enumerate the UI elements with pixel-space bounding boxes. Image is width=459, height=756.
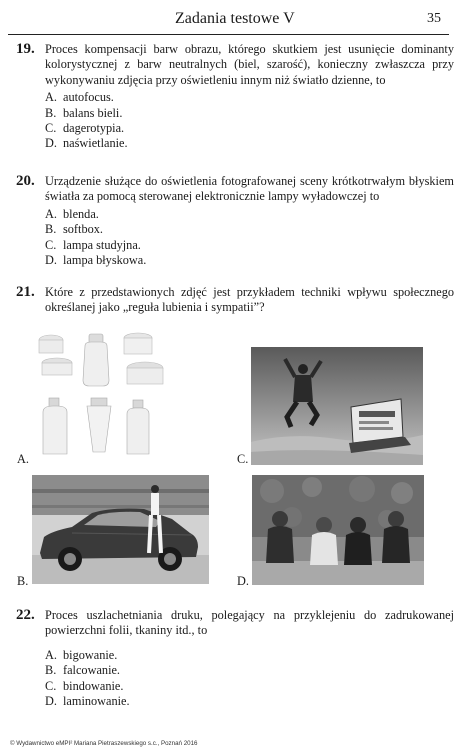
- question-22: [16, 608, 454, 709]
- photo-label-b: B.: [17, 574, 29, 588]
- option-b[interactable]: B. falcowanie.: [45, 663, 121, 678]
- question-text: Które z przedstawionych zdjęć jest przykładem techniki wpływu społecznego określanej jako „reguła lubienia i sympatii”?: [45, 285, 454, 315]
- option-b[interactable]: B. softbox.: [45, 222, 103, 237]
- question-20: [16, 174, 454, 268]
- option-b[interactable]: B. balans bieli.: [45, 105, 123, 120]
- option-d[interactable]: D. lampa błyskowa.: [45, 253, 147, 268]
- question-text: Proces uszlachetniania druku, polegający na przyklejeniu do zadrukowanej powierzchni folii, tkaniny itd., to: [45, 608, 454, 638]
- answer-options: [45, 90, 454, 152]
- option-c[interactable]: C. dagerotypia.: [45, 121, 125, 136]
- option-d[interactable]: D. laminowanie.: [45, 694, 130, 709]
- photo-label-a: A.: [17, 452, 29, 466]
- answer-options: [45, 648, 454, 710]
- question-number: 21.: [16, 284, 35, 300]
- option-a[interactable]: A. blenda.: [45, 206, 99, 221]
- option-c[interactable]: C. bindowanie.: [45, 678, 124, 693]
- page-header: [0, 0, 459, 30]
- option-c[interactable]: C. lampa studyjna.: [45, 237, 141, 252]
- option-d[interactable]: D. naświetlanie.: [45, 136, 128, 151]
- page-number: 35: [427, 11, 441, 26]
- answer-options: [45, 207, 454, 269]
- question-21: [16, 285, 454, 316]
- chapter-title: Zadania testowe V: [175, 10, 295, 27]
- option-a[interactable]: A. bigowanie.: [45, 647, 118, 662]
- photo-label-c: C.: [237, 452, 249, 466]
- header-divider: [8, 34, 449, 35]
- option-a[interactable]: A. autofocus.: [45, 90, 114, 105]
- photo-b-car-model[interactable]: [32, 475, 209, 584]
- copyright-footer: © Wydawnictwo eMPI² Mariana Pietraszewskiego s.c., Poznań 2016: [10, 740, 198, 747]
- question-19: [16, 42, 454, 152]
- photo-c-jumping-man[interactable]: [251, 347, 423, 465]
- question-text: Proces kompensacji barw obrazu, którego skutkiem jest usunięcie dominanty kolorystycznej z barw neutralnych (biel, szarość), konieczny zwłaszcza przy wykonywaniu zdjęcia przy oświetleniu innym niż światło dzienne, to: [45, 42, 454, 87]
- photo-label-d: D.: [237, 574, 249, 588]
- question-number: 20.: [16, 173, 35, 189]
- photo-d-friends[interactable]: [252, 475, 424, 585]
- question-text: Urządzenie służące do oświetlenia fotografowanej sceny krótkotrwałym błyskiem światła za pomocą sterowanej elektronicznie lampy wyładowczej to: [45, 174, 454, 204]
- question-number: 22.: [16, 607, 35, 623]
- question-number: 19.: [16, 41, 35, 57]
- photo-a-cosmetics[interactable]: [33, 328, 173, 458]
